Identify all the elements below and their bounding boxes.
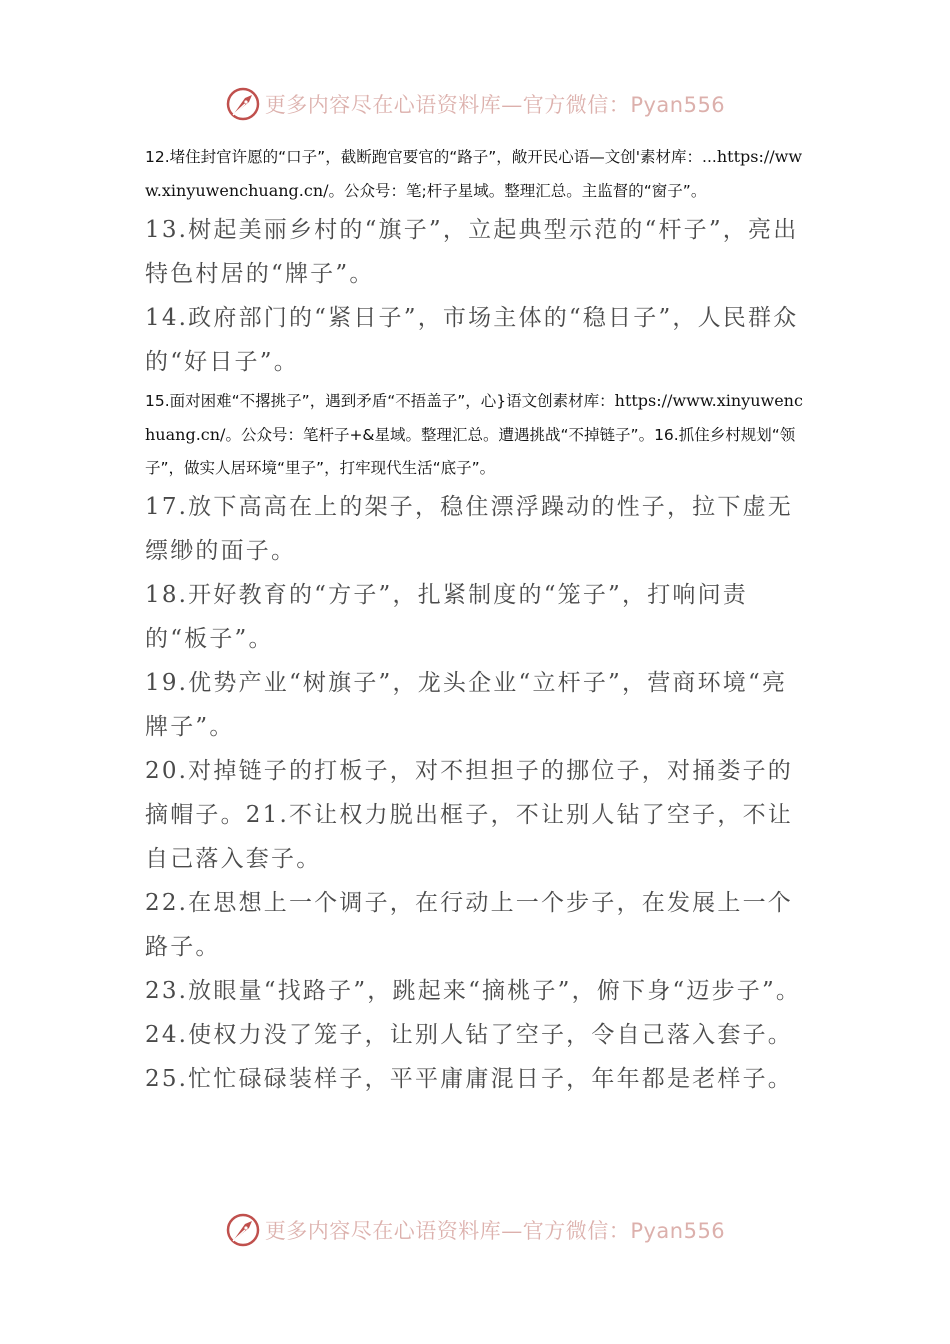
paragraph-19: 19.优势产业“树旗子”，龙头企业“立杆子”，营商环境“亮牌子”。	[145, 670, 788, 740]
banner-handle: Pyan556	[630, 93, 726, 117]
header-banner	[0, 82, 950, 126]
paragraph-15-text-b: 。公众号：笔杆子+&星域。整理汇总。遭遇挑战“不掉链子”。16.抓住乡村规划“领子”，做实人居环境“里子”，打牢现代生活“底子”。	[145, 426, 796, 477]
paragraph-12-text-a: 12.堵住封官许愿的“口子”，截断跑官要官的“路子”，敞开民心语—文创'素材库：...	[145, 148, 717, 166]
pen-nib-logo-icon	[225, 1212, 261, 1248]
paragraph-18: 18.开好教育的“方子”，扎紧制度的“笼子”，打响问责的“板子”。	[145, 582, 749, 652]
pen-nib-logo-icon	[225, 86, 261, 122]
paragraph-25: 25.忙忙碌碌装样子，平平庸庸混日子，年年都是老样子。	[145, 1066, 793, 1092]
paragraph-15-text-a: 15.面对困难“不撂挑子”，遇到矛盾“不捂盖子”，心}语文创素材库：	[145, 392, 615, 410]
paragraph-13: 13.树起美丽乡村的“旗子”，立起典型示范的“杆子”，亮出特色村居的“牌子”。	[145, 217, 799, 287]
paragraph-14: 14.政府部门的“紧日子”，市场主体的“稳日子”，人民群众的“好日子”。	[145, 305, 799, 375]
paragraph-20-21: 20.对掉链子的打板子，对不担担子的挪位子，对捅娄子的摘帽子。21.不让权力脱出框子，不让别人钻了空子，不让自己落入套子。	[145, 758, 793, 872]
paragraph-12-url: https://www.xinyuwenchuang.cn/	[145, 147, 803, 200]
paragraph-17: 17.放下高高在上的架子，稳住漂浮躁动的性子，拉下虚无缥缈的面子。	[145, 494, 793, 564]
paragraph-15-url: https://www.xinyuwenchuang.cn/	[145, 391, 803, 444]
banner-label: 更多内容尽在心语资料库—官方微信：	[264, 93, 631, 117]
paragraph-24: 24.使权力没了笼子，让别人钻了空子，令自己落入套子。	[145, 1022, 793, 1048]
paragraph-23: 23.放眼量“找路子”，跳起来“摘桃子”，俯下身“迈步子”。	[145, 978, 802, 1004]
paragraph-12	[145, 140, 805, 208]
banner-label: 更多内容尽在心语资料库—官方微信：	[264, 1219, 631, 1243]
banner-text	[265, 89, 725, 119]
paragraph-22: 22.在思想上一个调子，在行动上一个步子，在发展上一个路子。	[145, 890, 793, 960]
paragraph-12-text-b: 。公众号：笔;杆子星域。整理汇总。主监督的“窗子”。	[328, 182, 707, 200]
footer-banner	[0, 1208, 950, 1252]
banner-handle: Pyan556	[630, 1219, 726, 1243]
paragraph-15-16	[145, 384, 805, 485]
banner-text	[265, 1215, 725, 1245]
document-body	[145, 140, 805, 1101]
